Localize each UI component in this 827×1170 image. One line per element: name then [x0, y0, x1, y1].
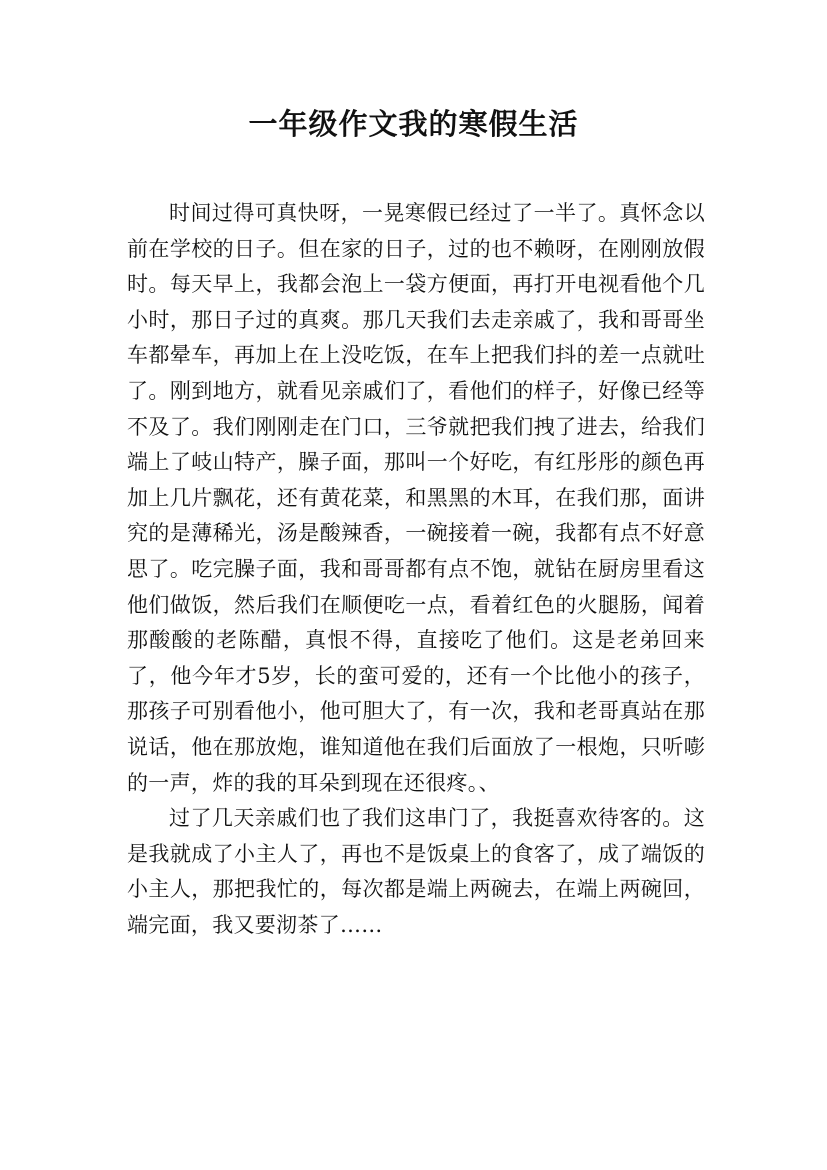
- document-body: [127, 196, 705, 943]
- document-title: 一年级作文我的寒假生活: [248, 107, 579, 141]
- paragraph-2: 过了几天亲戚们也了我们这串门了，我挺喜欢待客的。这是我就成了小主人了，再也不是饭桌上的食客了，成了端饭的小主人，那把我忙的，每次都是端上两碗去，在端上两碗回，端完面，我又要沏茶了……: [127, 806, 705, 937]
- paragraph-1: 时间过得可真快呀，一晃寒假已经过了一半了。真怀念以前在学校的日子。但在家的日子，过的也不赖呀，在刚刚放假时。每天早上，我都会泡上一袋方便面，再打开电视看他个几小时，那日子过的真爽。那几天我们去走亲戚了，我和哥哥坐车都晕车，再加上在上没吃饭，在车上把我们抖的差一点就吐了。刚到地方，就看见亲戚们了，看他们的样子，好像已经等不及了。我们刚刚走在门口，三爷就把我们拽了进去，给我们端上了岐山特产，臊子面，那叫一个好吃，有红彤彤的颜色再加上几片飘花，还有黄花菜，和黑黑的木耳，在我们那，面讲究的是薄稀光，汤是酸辣香，一碗接着一碗，我都有点不好意思了。吃完臊子面，我和哥哥都有点不饱，就钻在厨房里看这他们做饭，然后我们在顺便吃一点，看着红色的火腿肠，闻着那酸酸的老陈醋，真恨不得，直接吃了他们。这是老弟回来了，他今年才5岁，长的蛮可爱的，还有一个比他小的孩子，那孩子可别看他小，他可胆大了，有一次，我和老哥真站在那说话，他在那放炮，谁知道他在我们后面放了一根炮，只听嘭的一声，炸的我的耳朵到现在还很疼。、: [127, 201, 705, 795]
